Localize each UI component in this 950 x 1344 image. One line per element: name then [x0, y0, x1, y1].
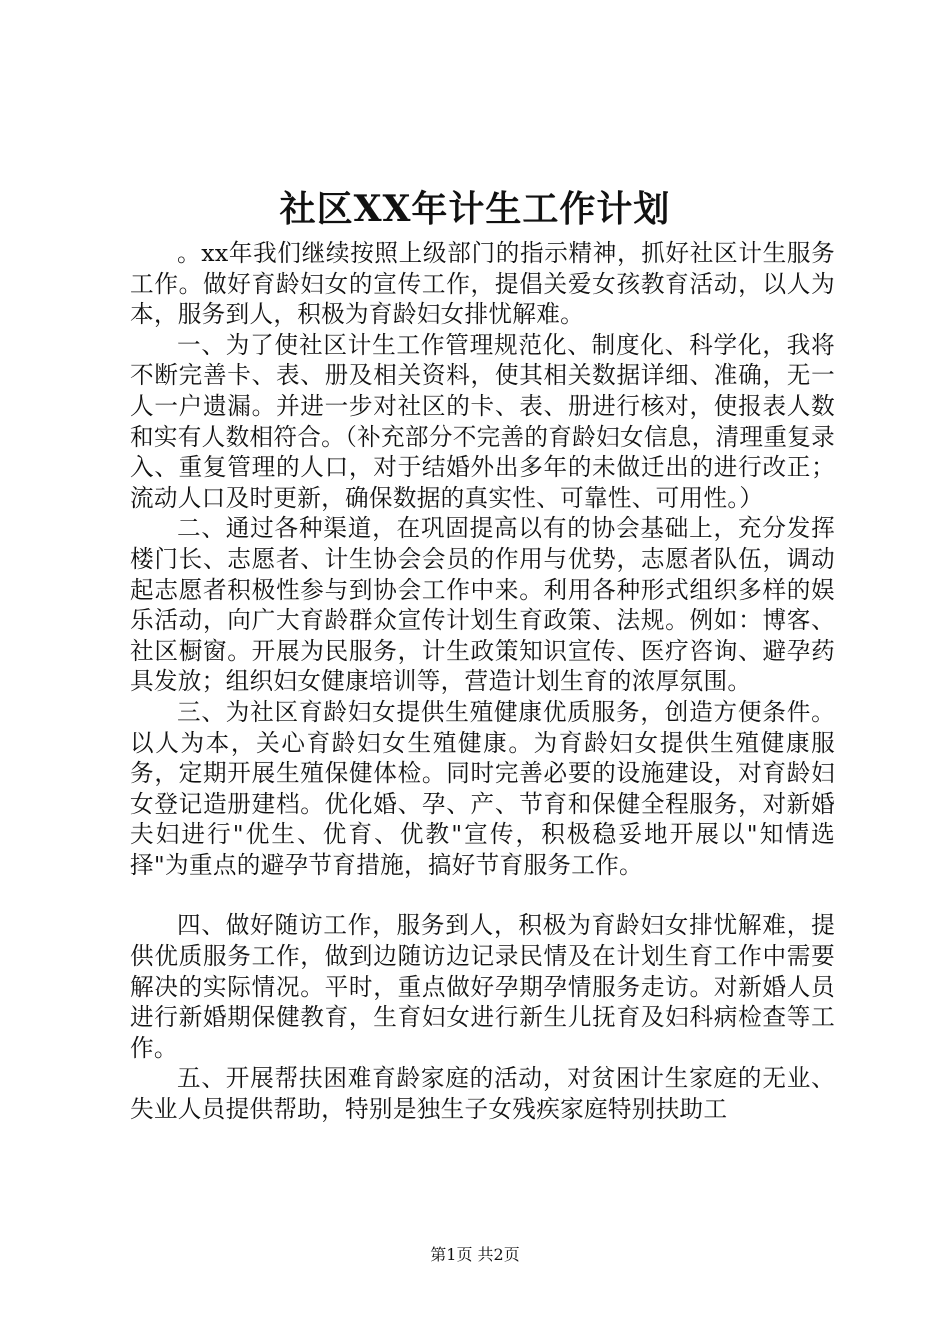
- paragraph-section-1: 一、为了使社区计生工作管理规范化、制度化、科学化，我将不断完善卡、表、册及相关资料，使其相关数据详细、准确，无一人一户遗漏。并进一步对社区的卡、表、册进行核对，使报表人数和实有人数相符合。（补充部分不完善的育龄妇女信息，清理重复录入、重复管理的人口，对于结婚外出多年的未做迁出的进行改正；流动人口及时更新，确保数据的真实性、可靠性、可用性。）: [130, 330, 836, 512]
- document-body: [130, 238, 835, 1125]
- paragraph-intro: 。xx年我们继续按照上级部门的指示精神，抓好社区计生服务工作。做好育龄妇女的宣传工作，提倡关爱女孩教育活动，以人为本，服务到人，积极为育龄妇女排忧解难。: [130, 239, 835, 329]
- paragraph-section-5: 五、开展帮扶困难育龄家庭的活动，对贫困计生家庭的无业、失业人员提供帮助，特别是独生子女残疾家庭特别扶助工: [130, 1064, 835, 1124]
- paragraph-section-4: 四、做好随访工作，服务到人，积极为育龄妇女排忧解难，提供优质服务工作，做到边随访边记录民情及在计划生育工作中需要解决的实际情况。平时，重点做好孕期孕情服务走访。对新婚人员进行新婚期保健教育，生育妇女进行新生儿抚育及妇科病检查等工作。: [130, 911, 835, 1062]
- paragraph-section-3: 三、为社区育龄妇女提供生殖健康优质服务，创造方便条件。以人为本，关心育龄妇女生殖健康。为育龄妇女提供生殖健康服务，定期开展生殖保健体检。同时完善必要的设施建设，对育龄妇女登记造册建档。优化婚、孕、产、节育和保健全程服务，对新婚夫妇进行"优生、优育、优教"宣传，积极稳妥地开展以"知情选择"为重点的避孕节育措施，搞好节育服务工作。: [130, 697, 835, 879]
- page-number-footer: 第1页 共2页: [430, 1245, 520, 1264]
- paragraph-section-2: 二、通过各种渠道，在巩固提高以有的协会基础上，充分发挥楼门长、志愿者、计生协会会员的作用与优势，志愿者队伍，调动起志愿者积极性参与到协会工作中来。利用各种形式组织多样的娱乐活动，向广大育龄群众宣传计划生育政策、法规。例如：博客、社区橱窗。开展为民服务，计生政策知识宣传、医疗咨询、避孕药具发放；组织妇女健康培训等，营造计划生育的浓厚氛围。: [130, 514, 835, 696]
- document-title: 社区XX年计生工作计划: [279, 188, 671, 230]
